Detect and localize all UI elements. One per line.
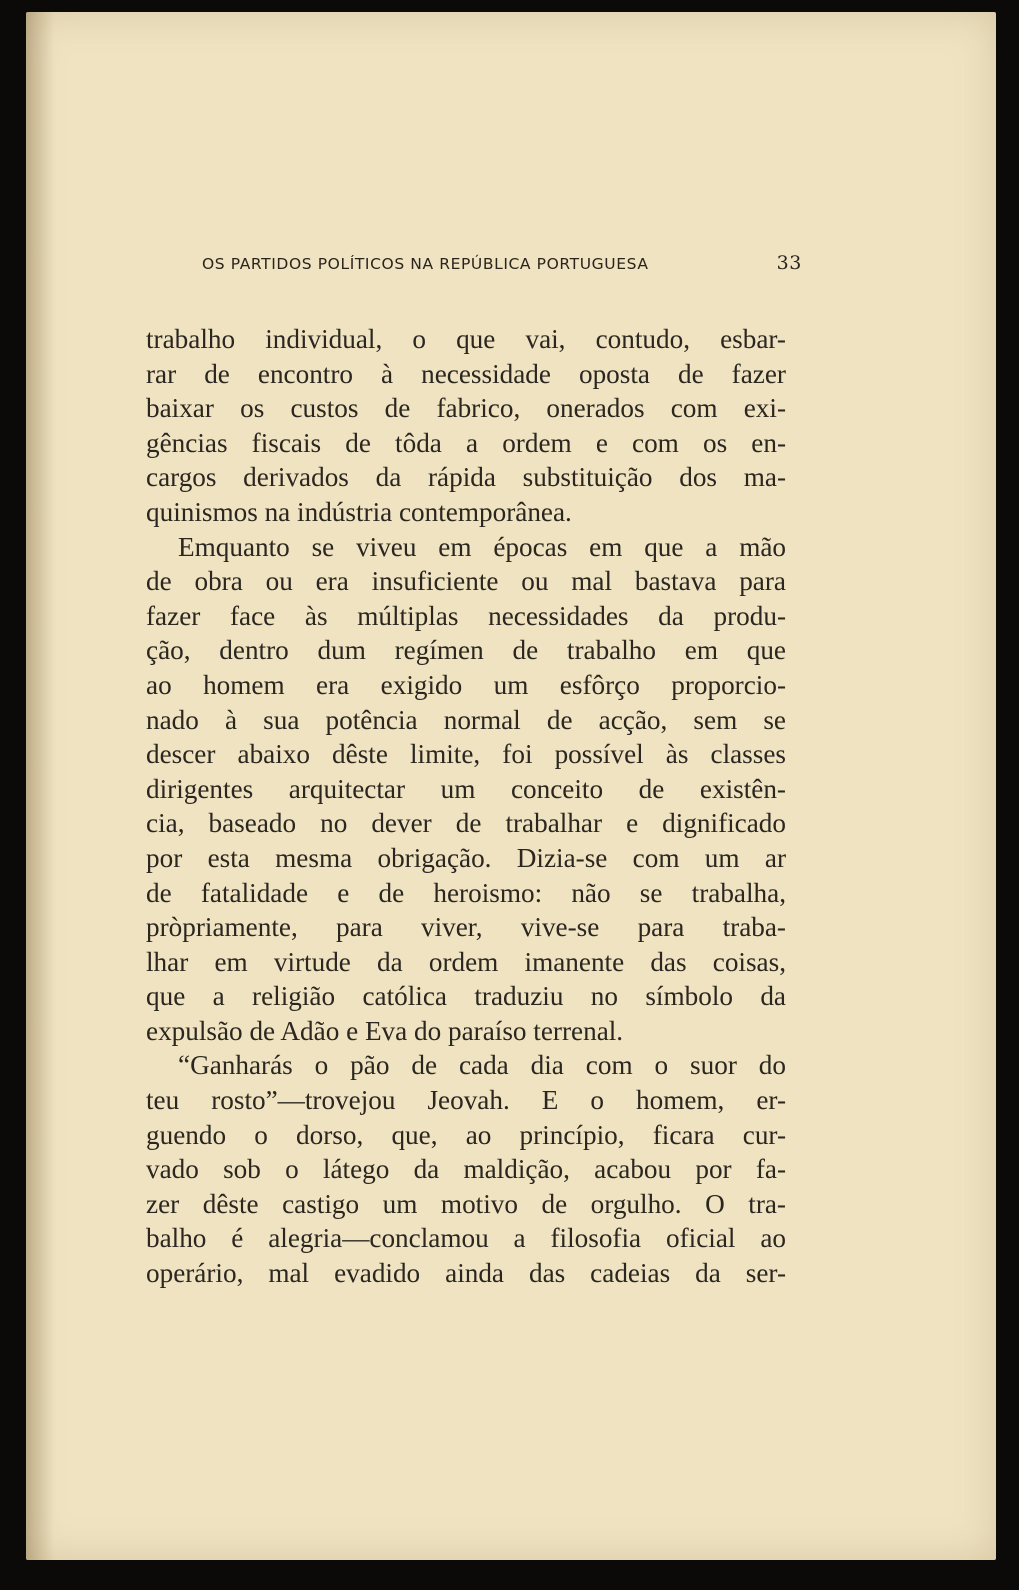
book-page xyxy=(26,12,996,1560)
text-line: gências fiscais de tôda a ordem e com os en- xyxy=(146,427,786,458)
spine-shadow xyxy=(26,12,54,1560)
text-line: guendo o dorso, que, ao princípio, ficara cur- xyxy=(146,1119,786,1150)
text-line: descer abaixo dêste limite, foi possível às classes xyxy=(146,739,786,770)
text-line: vado sob o látego da maldição, acabou por fa- xyxy=(146,1154,786,1185)
text-line: zer dêste castigo um motivo de orgulho. O tra- xyxy=(146,1188,786,1219)
text-line: fazer face às múltiplas necessidades da produ- xyxy=(146,600,786,631)
running-head xyxy=(202,252,802,274)
text-line: quinismos na indústria contemporânea. xyxy=(146,496,572,527)
text-line: cia, baseado no dever de trabalhar e dignificado xyxy=(146,808,786,839)
text-line: lhar em virtude da ordem imanente das coisas, xyxy=(146,946,786,977)
text-line: teu rosto”—trovejou Jeovah. E o homem, er- xyxy=(146,1085,786,1116)
text-line: baixar os custos de fabrico, onerados com exi- xyxy=(146,393,786,424)
text-line: rar de encontro à necessidade oposta de fazer xyxy=(146,358,786,389)
text-line: “Ganharás o pão de cada dia com o suor do xyxy=(178,1050,786,1081)
text-line: pròpriamente, para viver, vive-se para traba- xyxy=(146,912,786,943)
text-line: de fatalidade e de heroismo: não se trabalha, xyxy=(146,877,786,908)
text-line: que a religião católica traduziu no símbolo da xyxy=(146,981,786,1012)
text-line: Emquanto se viveu em épocas em que a mão xyxy=(178,531,786,562)
text-line: dirigentes arquitectar um conceito de existên- xyxy=(146,773,786,804)
text-line: nado à sua potência normal de acção, sem se xyxy=(146,704,786,735)
paragraph xyxy=(146,1048,786,1290)
text-line: de obra ou era insuficiente ou mal bastava para xyxy=(146,566,786,597)
text-line: expulsão de Adão e Eva do paraíso terrenal. xyxy=(146,1015,624,1046)
paragraph xyxy=(146,322,786,530)
text-line: ao homem era exigido um esfôrço proporcio- xyxy=(146,669,786,700)
text-line: ção, dentro dum regímen de trabalho em que xyxy=(146,635,786,666)
text-line: operário, mal evadido ainda das cadeias da ser- xyxy=(146,1258,786,1289)
running-title: OS PARTIDOS POLÍTICOS NA REPÚBLICA PORTUGUESA xyxy=(202,255,649,273)
text-line: por esta mesma obrigação. Dizia-se com um ar xyxy=(146,842,786,873)
page-number: 33 xyxy=(776,252,802,274)
text-line: balho é alegria—conclamou a filosofia oficial ao xyxy=(146,1223,786,1254)
text-line: cargos derivados da rápida substituição dos ma- xyxy=(146,462,786,493)
paragraph xyxy=(146,530,786,1049)
text-line: trabalho individual, o que vai, contudo, esbar- xyxy=(146,324,786,354)
body-text xyxy=(146,322,786,1291)
